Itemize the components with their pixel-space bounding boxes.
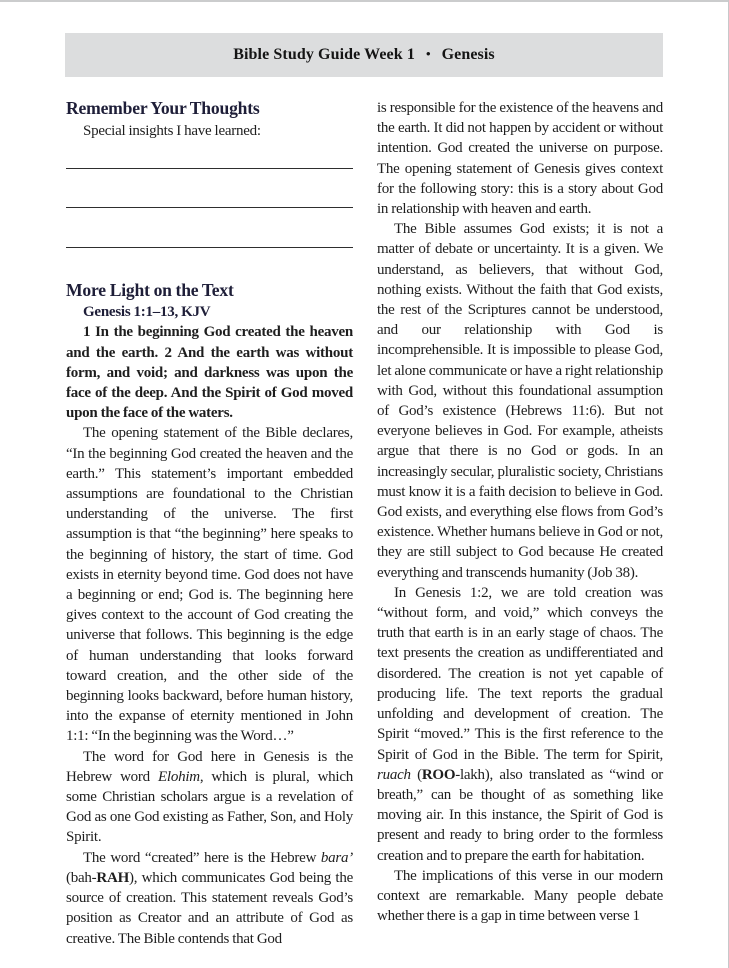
text-run: RAH [96,869,129,886]
text-run: bara’ [320,849,353,866]
passage-reference: Genesis 1:1–13, KJV [83,304,211,321]
text-run: The Bible assumes God exists; it is not a matter of debate or uncertainty. It is a given. We understand, as believers, that without God, nothing exists. Without the faith that God exists, the rest of the Scriptures cannot be understood, and our relationship with God is incomprehensible. It is impossible to please God, let alone communicate or have a right relationship with God, without this foundational assumption of God’s existence (Hebrews 11:6). But not everyone believes in God. For example, atheists argue that there is no God or gods. In an increasingly secular, pluralistic society, Christians must know it is a faith decision to believe in God. God exists, and everything else flows from God’s existence. Whether humans believe in God or not, they are still subject to God because He created everything and transcends humanity (Job 38). [377,221,663,581]
paragraph [377,219,663,583]
text-run: Elohim [157,768,200,785]
text-run: , which is plural, which some Christian scholars argue is a revelation of God as one God existing as Father, Son, and Holy Spirit. [66,768,353,846]
special-insights-label: Special insights I have learned: [83,123,261,139]
writing-lines [66,141,353,248]
paragraph [66,423,353,746]
paragraph [66,322,353,423]
text-run: The word “created” here is the Hebrew [83,849,321,866]
paragraph [66,747,353,848]
paragraph [377,866,663,927]
bullet-separator-icon: • [425,46,431,61]
page-top-edge [0,0,729,2]
more-light-heading: More Light on the Text [66,280,234,301]
text-run: ( [410,766,422,783]
right-paragraphs [377,98,663,926]
write-line [66,169,353,208]
text-run: In Genesis 1:2, we are told creation was “without form, and void,” which conveys the truth that earth is in an early stage of chaos. The text presents the creation as undifferentiated and disordered. The creation is not yet capable of producing life. The text reports the gradual unfolding and development of creation. The Spirit “moved.” This is the first reference to the Spirit of God in the Bible. The term for Spirit, [377,584,663,763]
right-column [377,98,663,926]
text-run: ), which communicates God being the source of creation. This statement reveals God’s position as Creator and an attribute of God as creative. The Bible contends that God [66,869,353,947]
header-section: Genesis [441,46,495,63]
text-run: (bah- [66,869,97,886]
write-line [66,141,353,169]
text-run: 1 In the beginning God created the heaven and the earth. 2 And the earth was without form, and void; and darkness was upon the face of the deep. And the Spirit of God moved upon the face of the waters. [66,324,353,422]
paragraph [377,98,663,219]
text-run: -lakh), also translated as “wind or breath,” can be thought of as something like moving air. In this instance, the Spirit of God is present and ready to bring order to the formless creation and to prepare the earth for habitation. [377,766,663,864]
text-run: ROO [421,766,456,783]
header-title: Bible Study Guide Week 1 [233,46,415,63]
text-run: ruach [377,766,411,783]
left-paragraphs [66,322,353,948]
remember-your-thoughts-heading: Remember Your Thoughts [66,98,260,118]
text-run: The word for God here in Genesis is the Hebrew word [66,748,353,785]
text-run: The implications of this verse in our modern context are remarkable. Many people debate whether there is a gap in time between verse 1 [377,867,663,925]
left-column [66,98,353,949]
text-run: is responsible for the existence of the heavens and the earth. It did not happen by accident or without intention. God created the universe on purpose. The opening statement of Genesis gives context for the following story: this is a story about God in relationship with heaven and earth. [377,100,663,218]
write-line [66,208,353,248]
paragraph [66,848,353,949]
text-run: The opening statement of the Bible declares, “In the beginning God created the heaven and the earth.” This statement’s important embedded assumptions are foundational to the Christian understanding of the universe. The first assumption is that “the beginning” here speaks to the beginning of history, the start of time. God exists in eternity beyond time. God does not have a beginning or end; God is. The beginning here gives context to the account of God creating the universe that follows. This beginning is the edge of human understanding that looks forward toward creation, and the other side of the beginning looks backward, before human history, into the expanse of eternity mentioned in John 1:1: “In the beginning was the Word…” [66,425,353,745]
paragraph [377,583,663,866]
header-banner [65,33,663,77]
